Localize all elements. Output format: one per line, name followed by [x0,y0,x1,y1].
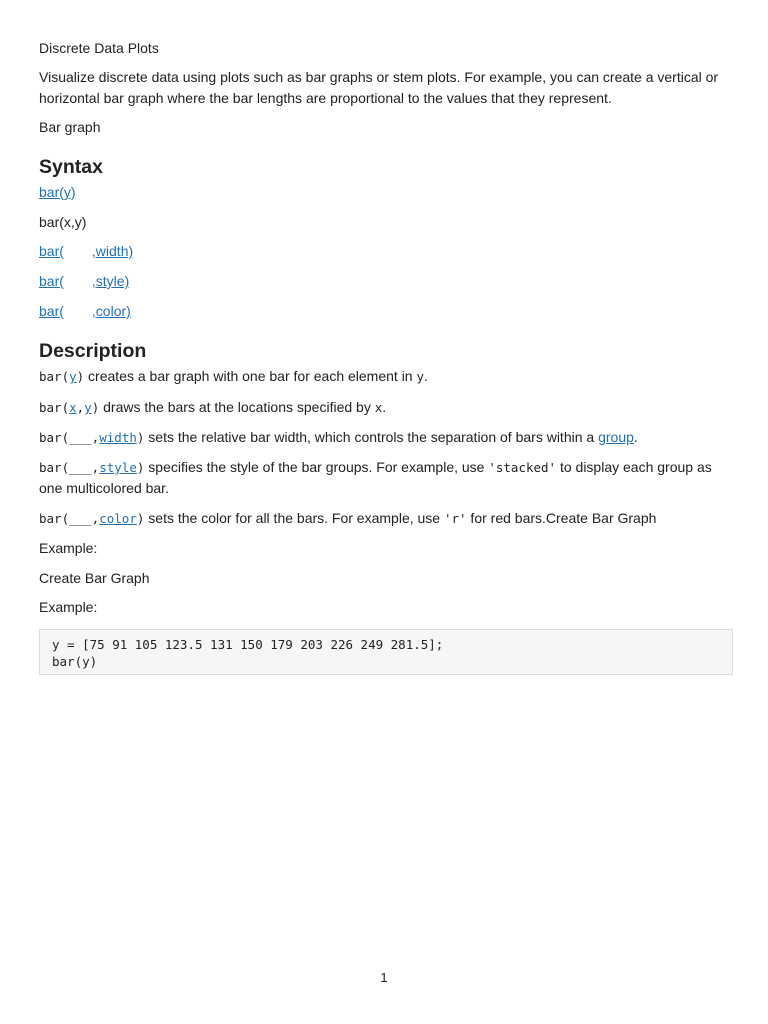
syntax-item-bar-width[interactable] [39,241,733,262]
arg-link-y2[interactable]: y [84,400,92,415]
syntax-link-bar-color[interactable]: bar( ,color) [39,303,131,319]
syntax-link-bar-y[interactable]: bar(y) [39,184,76,200]
description-bar-style: bar(___,style) specifies the style of the bar groups. For example, use 'stacked' to display each group as one multicolored bar. [39,459,712,496]
arg-link-width[interactable]: width [99,430,137,445]
example-label-1: Example: [39,540,98,556]
syntax-link-bar-style[interactable]: bar( ,style) [39,273,130,289]
group-link[interactable]: group [598,429,634,445]
arg-link-style[interactable]: style [99,460,137,475]
syntax-item-bar-xy: bar(x,y) [39,214,87,230]
description-bar-xy: bar(x,y) draws the bars at the locations specified by x. [39,399,387,415]
create-bar-graph-label: Create Bar Graph [39,570,150,586]
code-line-1: y = [75 91 105 123.5 131 150 179 203 226 249 281.5]; [52,637,444,652]
example-label-2: Example: [39,599,98,615]
arg-link-y[interactable]: y [69,369,77,384]
code-block[interactable] [39,629,733,675]
description-heading: Description [39,340,147,362]
description-bar-color: bar(___,color) sets the color for all the bars. For example, use 'r' for red bars.Create Bar Graph [39,510,657,526]
intro-paragraph: Visualize discrete data using plots such as bar graphs or stem plots. For example, you can create a vertical or horizontal bar graph where the bar lengths are proportional to the values that they represent. [39,69,719,106]
description-bar-width: bar(___,width) sets the relative bar width, which controls the separation of bars within a group. [39,429,638,445]
arg-link-x[interactable]: x [69,400,77,415]
syntax-heading: Syntax [39,156,103,178]
syntax-link-bar-width[interactable]: bar( ,width) [39,243,134,259]
doc-title: Discrete Data Plots [39,40,159,56]
code-line-2: bar(y) [52,654,98,669]
syntax-item-bar-style[interactable] [39,271,733,292]
syntax-item-bar-color[interactable] [39,301,733,322]
arg-link-color[interactable]: color [99,511,137,526]
subject-label: Bar graph [39,119,101,135]
description-bar-y: bar(y) creates a bar graph with one bar for each element in y. [39,368,428,384]
page-number: 1 [380,970,388,985]
syntax-item-bar-y[interactable] [39,182,733,203]
